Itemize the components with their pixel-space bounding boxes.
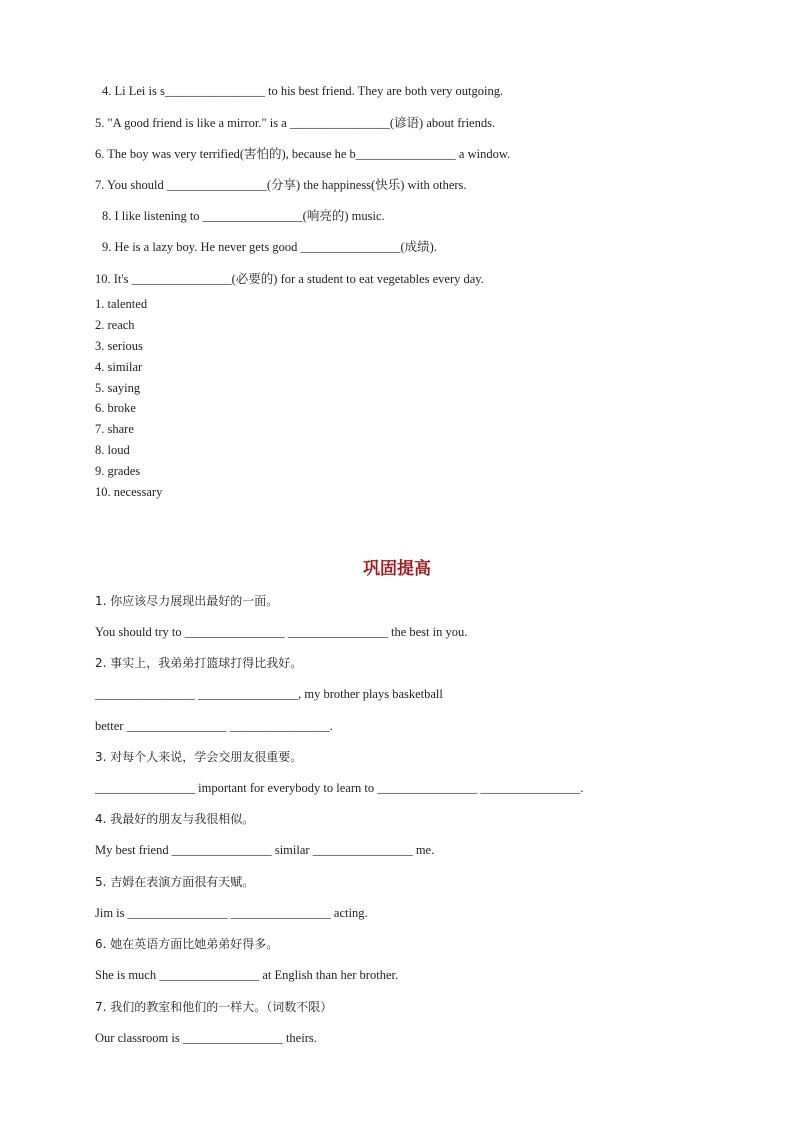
- answer-7: 7. share: [95, 422, 134, 436]
- answer-2: 2. reach: [95, 318, 135, 332]
- question-4: 4. Li Lei is s________________ to his best friend. They are both very outgoing.: [102, 84, 504, 98]
- translation-2-english-line2: better ________________ ________________.: [95, 719, 333, 733]
- translation-5-chinese: 5. 吉姆在表演方面很有天赋。: [95, 875, 255, 889]
- answer-6: 6. broke: [95, 401, 136, 415]
- translation-1-chinese: 1. 你应该尽力展现出最好的一面。: [95, 594, 279, 608]
- translation-7-chinese: 7. 我们的教室和他们的一样大。（词数不限）: [95, 1000, 333, 1014]
- translation-7-english: Our classroom is ________________ theirs.: [95, 1031, 317, 1045]
- question-6: 6. The boy was very terrified(害怕的), because he b________________ a window.: [95, 147, 511, 161]
- answer-9: 9. grades: [95, 464, 141, 478]
- question-8: 8. I like listening to ________________(响亮的) music.: [102, 209, 385, 223]
- answer-3: 3. serious: [95, 339, 143, 353]
- translation-3-chinese: 3. 对每个人来说，学会交朋友很重要。: [95, 750, 303, 764]
- answer-8: 8. loud: [95, 443, 130, 457]
- question-5: 5. "A good friend is like a mirror." is a ________________(谚语) about friends.: [95, 116, 496, 130]
- answer-4: 4. similar: [95, 360, 143, 374]
- translation-3-english: ________________ important for everybody to learn to ________________ ________________.: [95, 781, 584, 795]
- translation-2-chinese: 2. 事实上，我弟弟打篮球打得比我好。: [95, 656, 303, 670]
- question-7: 7. You should ________________(分享) the happiness(快乐) with others.: [95, 178, 467, 192]
- translation-4-chinese: 4. 我最好的朋友与我很相似。: [95, 812, 255, 826]
- translation-5-english: Jim is ________________ ________________ acting.: [95, 906, 368, 920]
- section-title: 巩固提高: [363, 559, 431, 579]
- translation-6-chinese: 6. 她在英语方面比她弟弟好得多。: [95, 937, 279, 951]
- answer-1: 1. talented: [95, 297, 148, 311]
- answer-10: 10. necessary: [95, 485, 163, 499]
- question-9: 9. He is a lazy boy. He never gets good ________________(成绩).: [102, 240, 437, 254]
- answer-5: 5. saying: [95, 381, 141, 395]
- translation-1-english: You should try to ________________ ________________ the best in you.: [95, 625, 468, 639]
- translation-6-english: She is much ________________ at English than her brother.: [95, 968, 399, 982]
- translation-4-english: My best friend ________________ similar ________________ me.: [95, 843, 435, 857]
- question-10: 10. It's ________________(必要的) for a student to eat vegetables every day.: [95, 272, 484, 286]
- translation-2-english-line1: ________________ ________________, my brother plays basketball: [95, 687, 443, 701]
